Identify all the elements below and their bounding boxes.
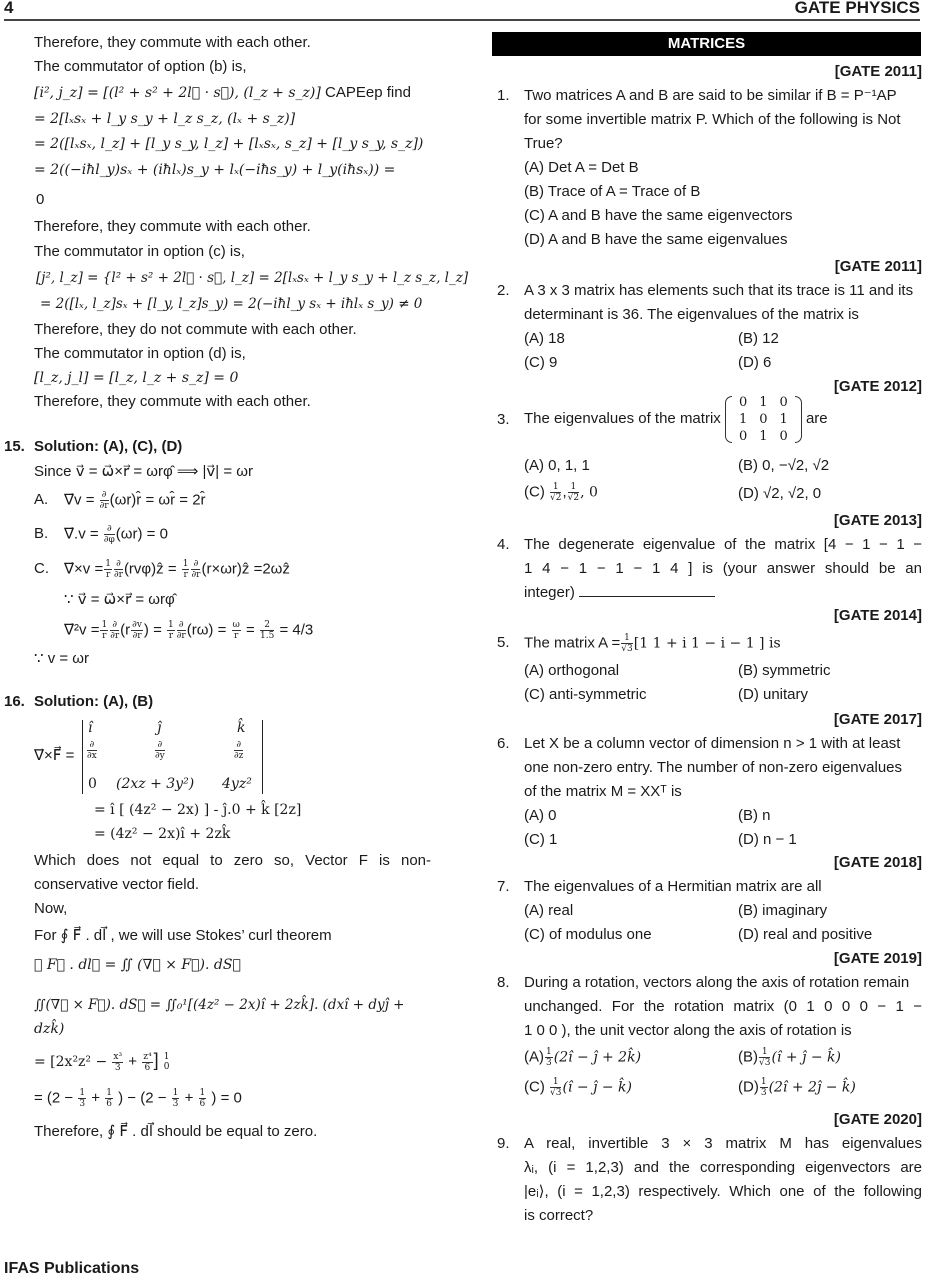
exam-tag: [GATE 2017] <box>833 711 922 728</box>
text-line: Therefore, they commute with each other. <box>34 393 311 410</box>
fraction: $\frac{\partial}{\partial r}$ <box>113 559 123 580</box>
equation-line <box>64 524 168 545</box>
option: (D) √2, √2, 0 <box>738 485 822 502</box>
equation-line: = 2((−iħl_y)sₓ + (iħlₓ)s_y + lₓ(−iħs_y) + l_y(iħsₓ)) = <box>34 162 396 178</box>
option: (D) 6 <box>738 354 772 371</box>
question-text: unchanged. For the rotation matrix (0 1 0 0 0 − 1 − <box>524 998 922 1015</box>
question-number: 2. <box>497 282 510 299</box>
det-cell: 4yz² <box>222 776 252 792</box>
equation-line: dzk̂) <box>34 1021 65 1037</box>
equation: ∇⃗×F⃗ = <box>34 747 75 764</box>
fraction: $\frac{\partial}{\partial r}$ <box>191 559 201 580</box>
item-label: B. <box>34 525 49 542</box>
question-number: 7. <box>497 878 510 895</box>
equation: = (2 − <box>34 1089 74 1107</box>
option: (D) unitary <box>738 686 809 703</box>
option: (C) of modulus one <box>524 926 652 943</box>
option: (C) A and B have the same eigenvectors <box>524 207 793 224</box>
question-text: Let X be a column vector of dimension n > 1 with at least <box>524 735 901 752</box>
question-text: The matrix A = $\frac{1}{√3}$ [1 1 + i 1 − i − 1 ] is <box>524 633 781 654</box>
equation: + <box>128 1053 138 1070</box>
equation: (rvφ)ẑ = <box>123 560 177 578</box>
footer-publisher: IFAS Publications <box>4 1260 140 1277</box>
option: (A) 0, 1, 1 <box>524 457 590 474</box>
exam-tag: [GATE 2011] <box>834 63 922 80</box>
equation-line <box>34 1088 242 1109</box>
text-line: The commutator of option (b) is, <box>34 58 247 75</box>
option: (A) orthogonal <box>524 662 620 679</box>
det-cell: ĵ <box>157 720 162 736</box>
equation: (r×ωr)ẑ =2ωẑ <box>201 560 290 578</box>
option: (C) $\frac{1}{√3}$ (î − ĵ − k̂) <box>524 1077 632 1098</box>
fraction: $\frac{\text{z⁴}}{6}$ <box>143 1051 152 1073</box>
question-text: is correct? <box>524 1207 594 1224</box>
equation: (ωr) = 0 <box>115 525 168 543</box>
option: (A) 0 <box>524 807 557 824</box>
equation-line: Since v⃗ = ω⃗×r⃗ = ωrφ̂ ⟹ |v⃗| = ωr <box>34 463 253 480</box>
question-text: 1 4 − 1 − 1 − 1 4 ] is (your answer should be an <box>524 560 922 577</box>
question-text: of the matrix M = XXᵀ is <box>524 783 682 800</box>
option: (A) $\frac{1}{3}$ (2î − ĵ + 2k̂) <box>524 1047 642 1068</box>
text-line: Therefore, ∮ F⃗ . dl⃗ should be equal to zero. <box>34 1123 318 1140</box>
det-cell: î <box>88 720 93 736</box>
equation: ) = <box>143 621 162 639</box>
exam-tag: [GATE 2013] <box>833 512 922 529</box>
question-text: During a rotation, vectors along the axis of rotation remain <box>524 974 910 991</box>
equation: + <box>91 1089 101 1107</box>
question-text: |eᵢ⟩, (i = 1,2,3) respectively. Which one of the following <box>524 1183 922 1200</box>
solution-heading: Solution: (A), (B) <box>34 693 154 710</box>
det-cell: $\frac{\partial}{\partial z}$ <box>234 740 244 761</box>
question-text: determinant is 36. The eigenvalues of the matrix is <box>524 306 859 323</box>
equation-line: ∬(∇⃗ × F⃗). dS⃗ = ∬₀¹[(4z² − 2x)î + 2zk̂]. (dxî + dyĵ + <box>34 997 405 1013</box>
fraction: $\frac{\partial}{\partial r}$ <box>110 620 120 641</box>
option: (B) Trace of A = Trace of B <box>524 183 701 200</box>
text-line: Now, <box>34 900 68 917</box>
text-line: The commutator in option (c) is, <box>34 243 245 260</box>
solution-number: 15. <box>4 438 25 455</box>
equation: ) = 0 <box>211 1089 242 1107</box>
determinant-bar-right <box>262 720 263 794</box>
limits: 1 0 <box>163 1052 170 1073</box>
exam-tag: [GATE 2019] <box>833 950 922 967</box>
det-cell: $\frac{\partial}{\partial x}$ <box>87 740 97 761</box>
equation-line: ∮ F⃗ . dl⃗ = ∬ (∇⃗ × F⃗). dS⃗ <box>34 957 241 973</box>
question-number: 9. <box>497 1135 510 1152</box>
equation: = [2x²z² − <box>34 1054 108 1070</box>
fraction: $\frac{1}{r}$ <box>101 620 108 641</box>
equation: (rω) = <box>186 621 227 639</box>
exam-tag: [GATE 2018] <box>833 854 922 871</box>
option: (A) Det A = Det B <box>524 159 639 176</box>
exam-tag: [GATE 2014] <box>833 607 922 624</box>
equation-line: ∵ v = ωr <box>34 650 90 667</box>
fraction: $\frac{1}{r}$ <box>168 620 174 641</box>
equation: ∇⃗×v = <box>64 560 104 578</box>
option: (B) symmetric <box>738 662 831 679</box>
equation-line: 0 <box>36 191 45 208</box>
page-number: 4 <box>4 0 14 17</box>
question-text: 1 0 0 ), the unit vector along the axis of rotation is <box>524 1022 852 1039</box>
text-line: Therefore, they commute with each other. <box>34 218 311 235</box>
fraction: $\frac{1}{6}$ <box>199 1088 206 1109</box>
option: (B) n <box>738 807 771 824</box>
question-text: λᵢ, (i = 1,2,3) and the corresponding eigenvectors are <box>524 1159 922 1176</box>
option: (D) real and positive <box>738 926 873 943</box>
equation-line: = 2([lₓsₓ, l_z] + [l_y s_y, l_z] + [lₓsₓ, s_z] + [l_y s_y, s_z]) <box>34 136 424 152</box>
question-number: 1. <box>497 87 510 104</box>
option: (B) 12 <box>738 330 779 347</box>
fraction: $\frac{\partial}{\partial r}$ <box>99 490 109 511</box>
text-line: Therefore, they do not commute with each other. <box>34 321 357 338</box>
equation-line: = 2([lₓ, l_z]sₓ + [l_y, l_z]s_y) = 2(−iħl_y sₓ + iħlₓ s_y) ≠ 0 <box>40 296 423 312</box>
answer-blank[interactable] <box>579 584 715 597</box>
question-text <box>524 392 828 446</box>
fraction: $\frac{2}{1.5}$ <box>259 620 275 641</box>
equation-line: ∵ v⃗ = ω⃗×r⃗ = ωrφ̂ <box>64 591 175 608</box>
option: (C) 9 <box>524 354 558 371</box>
solution-number: 16. <box>4 693 25 710</box>
det-cell: k̂ <box>237 720 246 736</box>
equation: [i², j_z] = [(l² + s² + 2l⃗ · s⃗), (l_z + s_z)] <box>34 85 321 101</box>
question-text: The eigenvalues of a Hermitian matrix are all <box>524 878 822 895</box>
question-number: 8. <box>497 974 510 991</box>
equation-line <box>34 83 411 103</box>
equation: = 4/3 <box>279 621 314 639</box>
question-text: one non-zero entry. The number of non-zero eigenvalues <box>524 759 903 776</box>
question-text: The degenerate eigenvalue of the matrix [4 − 1 − 1 − <box>524 536 922 553</box>
question-text: True? <box>524 135 563 152</box>
equation: (r <box>120 621 131 639</box>
fraction: $\frac{\text{x³}}{3}$ <box>113 1051 123 1073</box>
equation-line: = 2[lₓsₓ + l_y s_y + l_z s_z, (lₓ + s_z)] <box>34 111 296 127</box>
equation: = <box>246 621 255 639</box>
equation-line: = (4z² − 2x)î + 2zk̂ <box>94 826 231 842</box>
fraction: $\frac{1}{3}$ <box>79 1088 86 1109</box>
header-rule <box>4 19 920 21</box>
equation-line <box>64 559 290 580</box>
question-number: 6. <box>497 735 510 752</box>
book-title: GATE PHYSICS <box>794 0 920 17</box>
solution-heading: Solution: (A), (C), (D) <box>34 438 183 455</box>
text-line: Therefore, they commute with each other. <box>34 34 311 51</box>
equation: + <box>184 1089 194 1107</box>
option: (C) $\frac{1}{√2}$ , $\frac{1}{√2}$ , 0 <box>524 482 598 503</box>
fraction: $\frac{1}{r}$ <box>182 559 189 580</box>
equation: ∇⃗.v = <box>64 525 99 543</box>
fraction: $\frac{1}{6}$ <box>106 1088 112 1109</box>
option: (C) anti-symmetric <box>524 686 647 703</box>
equation-line <box>64 490 206 511</box>
option: (D) A and B have the same eigenvalues <box>524 231 788 248</box>
fraction: $\frac{1}{3}$ <box>172 1088 179 1109</box>
option: (D) $\frac{1}{3}$ (2î + 2ĵ − k̂) <box>738 1077 856 1098</box>
fraction: $\frac{\partial}{\partial r}$ <box>176 620 186 641</box>
equation-line: [l_z, j_l] = [l_z, l_z + s_z] = 0 <box>34 370 239 386</box>
det-cell: 0 <box>88 776 97 792</box>
equation-line: [j², l_z] = {l² + s² + 2l⃗ · s⃗, l_z] = 2[lₓsₓ + l_y s_y + l_z s_z, l_z] <box>36 270 469 286</box>
text-fragment: are <box>805 410 828 427</box>
question-text: for some invertible matrix P. Which of the following is Not <box>524 111 901 128</box>
option: (A) real <box>524 902 574 919</box>
equation-line <box>34 1050 170 1073</box>
question-text: integer) <box>524 583 715 603</box>
question-text: A real, invertible 3 × 3 matrix M has eigenvalues <box>524 1135 922 1152</box>
option: (D) n − 1 <box>738 831 797 848</box>
option: (B) $\frac{1}{√3}$ (î + ĵ − k̂) <box>738 1047 841 1068</box>
option: (A) 18 <box>524 330 565 347</box>
fraction: $\frac{1}{r}$ <box>105 559 111 580</box>
det-cell: $\frac{\partial}{\partial y}$ <box>155 740 165 761</box>
equation: (ωr)r̂ = ωr̂ = 2r̂ <box>109 491 206 509</box>
option: (B) imaginary <box>738 902 828 919</box>
equation: ∇⃗²v = <box>64 621 100 639</box>
text-fragment: CAPEep find <box>325 84 411 101</box>
question-number: 3. <box>497 411 510 428</box>
fraction: $\frac{\partial}{\partial\varphi}$ <box>103 524 115 545</box>
text-line: The commutator in option (d) is, <box>34 345 246 362</box>
equation-line <box>64 620 313 641</box>
fraction: $\frac{\partial v}{\partial r}$ <box>132 620 142 641</box>
fraction: $\frac{\omega}{r}$ <box>232 620 240 641</box>
determinant-bar-left <box>82 720 83 794</box>
det-cell: (2xz + 3y²) <box>116 776 195 792</box>
question-text: A 3 x 3 matrix has elements such that its trace is 11 and its <box>524 282 914 299</box>
question-text: Two matrices A and B are said to be similar if B = P⁻¹AP <box>524 87 897 104</box>
text-fragment: The eigenvalues of the matrix <box>524 410 721 427</box>
equation: ] <box>153 1050 159 1070</box>
text-line: conservative vector field. <box>34 876 200 893</box>
text-line: For ∮ F⃗ . dl⃗ , we will use Stokes’ curl theorem <box>34 927 332 944</box>
item-label: C. <box>34 560 49 577</box>
section-banner: MATRICES <box>492 32 921 56</box>
option: (C) 1 <box>524 831 558 848</box>
text-line: Which does not equal to zero so, Vector F is non- <box>34 852 431 869</box>
item-label: A. <box>34 491 49 508</box>
exam-tag: [GATE 2020] <box>833 1111 922 1128</box>
exam-tag: [GATE 2011] <box>834 258 922 275</box>
exam-tag: [GATE 2012] <box>833 378 922 395</box>
matrix: 0 1 0 1 0 1 0 1 0 <box>725 394 802 445</box>
question-number: 5. <box>497 634 510 651</box>
equation-line: = î [ (4z² − 2x) ] - ĵ.0 + k̂ [2z] <box>94 802 302 818</box>
equation: ) − (2 − <box>118 1089 167 1107</box>
equation: ∇⃗v = <box>64 491 95 509</box>
option: (B) 0, −√2, √2 <box>738 457 830 474</box>
question-number: 4. <box>497 536 510 553</box>
